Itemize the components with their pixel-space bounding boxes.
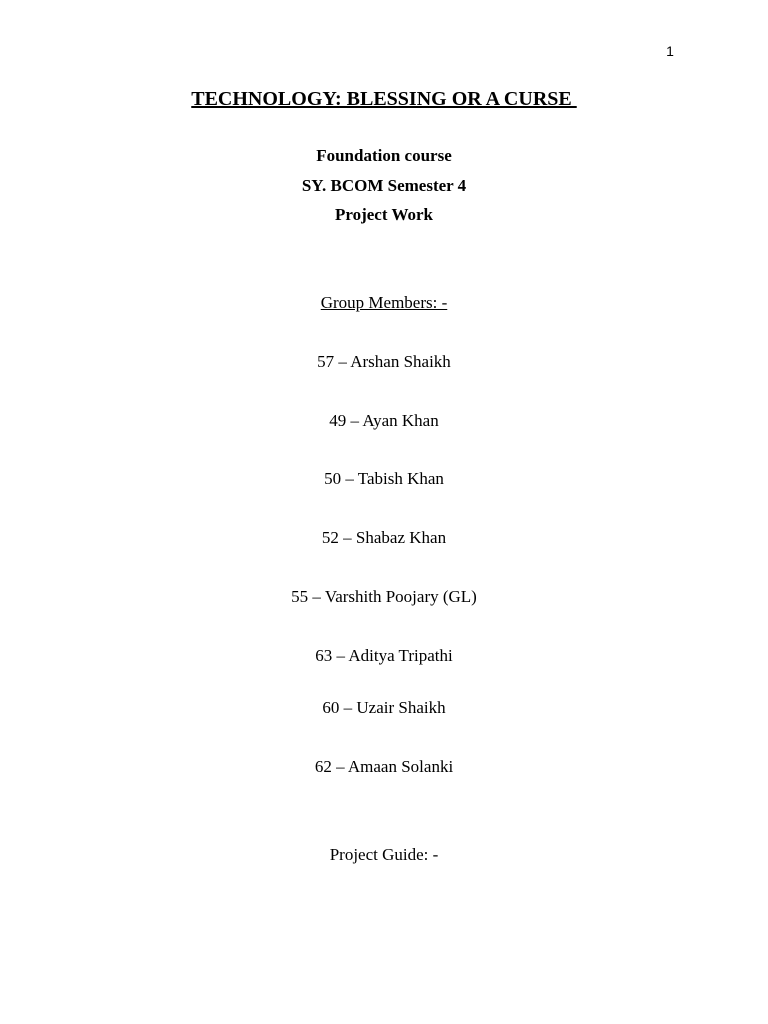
- member-item: 50 – Tabish Khan: [324, 469, 444, 488]
- member-item: 62 – Amaan Solanki: [314, 757, 454, 776]
- project-type: Project Work: [334, 205, 434, 224]
- project-guide-label: Project Guide: -: [329, 845, 439, 864]
- page-number: 1: [666, 43, 674, 59]
- member-item: 60 – Uzair Shaikh: [322, 698, 446, 717]
- member-item: 49 – Ayan Khan: [329, 411, 439, 430]
- member-item: 52 – Shabaz Khan: [321, 528, 447, 547]
- member-item: 57 – Arshan Shaikh: [317, 352, 451, 371]
- member-item: 55 – Varshith Poojary (GL): [291, 587, 477, 606]
- group-members-heading: Group Members: -: [320, 293, 448, 312]
- course-name: Foundation course: [316, 146, 452, 165]
- class-semester: SY. BCOM Semester 4: [301, 176, 467, 195]
- member-item: 63 – Aditya Tripathi: [315, 646, 453, 665]
- document-title: TECHNOLOGY: BLESSING OR A CURSE: [191, 88, 577, 110]
